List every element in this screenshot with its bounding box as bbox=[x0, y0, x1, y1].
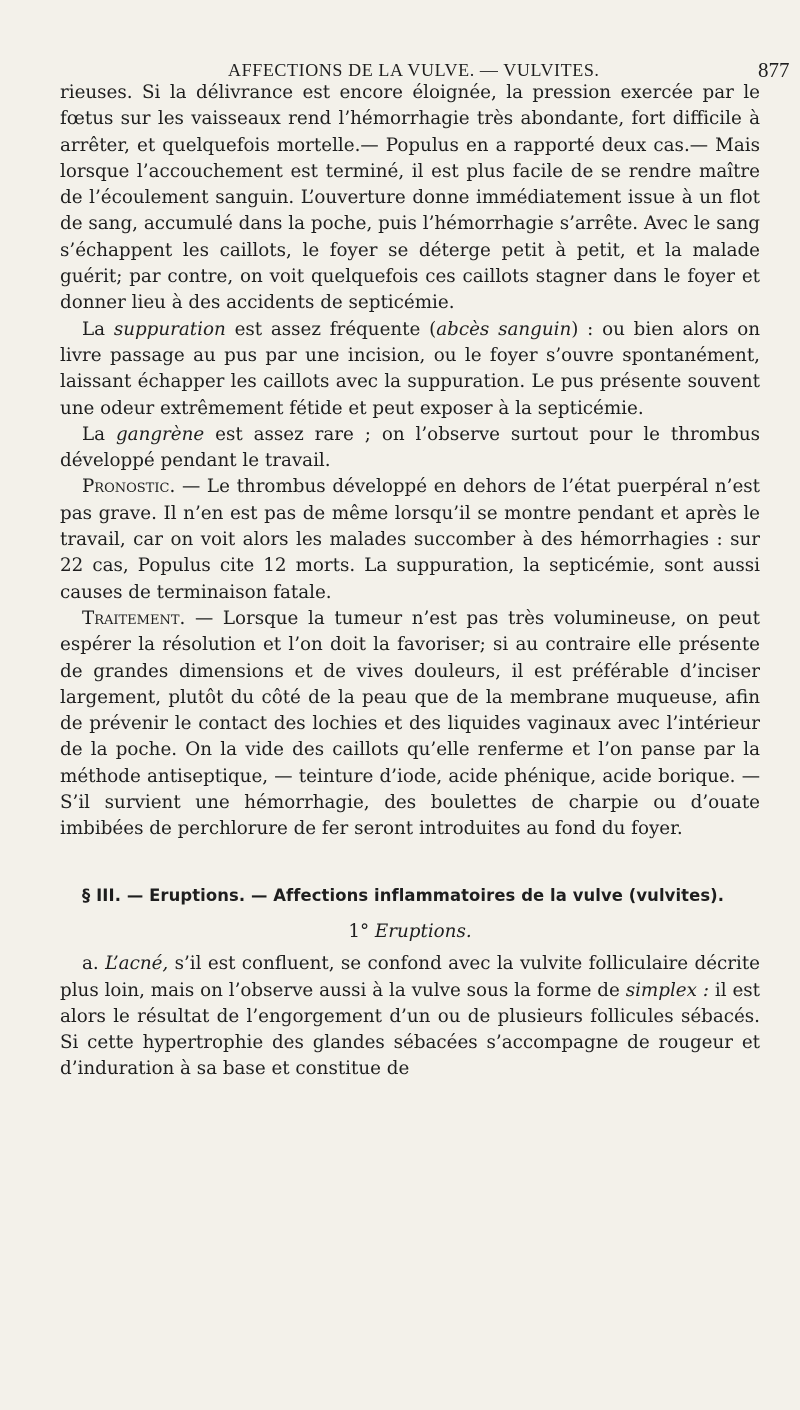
page-number: 877 bbox=[758, 58, 790, 82]
page-body bbox=[60, 80, 760, 1083]
text: ) : ou bien alors on livre passage au pus par une incision, ou le foyer s’ouvre spontanément, laissant échapper les caillots avec la suppuration. Le pus présente souvent une odeur extrêmement fétide et peut exposer à la septicémie. bbox=[60, 318, 760, 419]
text: — Lorsque la tumeur n’est pas très volumineuse, on peut espérer la résolution et l’on doit la favoriser; si au contraire elle présente de grandes dimensions et de vives douleurs, il est préférable d’inciser largement, plutôt du côté de la peau que de la membrane muqueuse, afin de prévenir le contact des lochies et des liquides vaginaux avec l’intérieur de la poche. On la vide des caillots qu’elle renferme et l’on panse par la méthode antiseptique, — teinture d’iode, acide phénique, acide borique. — S’il survient une hémorrhagie, des boulettes de charpie ou d’ouate imbibées de perchlorure de fer seront introduites au fond du foyer. bbox=[60, 607, 761, 840]
paragraph-traitement bbox=[60, 606, 760, 843]
subheading-eruptions bbox=[60, 919, 760, 945]
running-head: AFFECTIONS DE LA VULVE. — VULVITES. bbox=[228, 60, 600, 80]
text: il est alors le résultat de l’engorgement d’un ou de plusieurs follicules sébacés. Si cette hypertrophie des glandes sébacées s’accompagne de rougeur et d’induration à sa base et constitue de bbox=[60, 979, 760, 1080]
section-heading: § III. — Eruptions. — Affections inflammatoires de la vulve (vulvites). bbox=[82, 885, 725, 905]
term-simplex: simplex : bbox=[625, 979, 709, 1001]
text: — Le thrombus développé en dehors de l’état puerpéral n’est pas grave. Il n’en est pas de même lorsqu’il se montre pendant et après le travail, car on voit alors les malades succomber à des hémorrhagies : sur 22 cas, Populus cite 12 morts. La suppuration, la septicémie, sont aussi causes de terminaison fatale. bbox=[60, 476, 761, 603]
text: est assez fréquente ( bbox=[234, 318, 437, 340]
text: est assez rare ; on l’observe surtout pour le thrombus développé pendant le travail. bbox=[60, 423, 760, 472]
paragraph-hemorrhage: rieuses. Si la délivrance est encore éloignée, la pression exercée par le fœtus sur les vaisseaux rend l’hémorrhagie très abondante, fort difficile à arrêter, et quelquefois mortelle.— Populus en a rapporté deux cas.— Mais lorsque l’accouchement est terminé, il est plus facile de se rendre maître de l’écoulement sanguin. L’ouverture donne immédiatement issue à un flot de sang, accumulé dans la poche, puis l’hémorrhagie s’arrête. Avec le sang s’échappent les caillots, le foyer se déterge petit à petit, et la malade guérit; par contre, on voit quelquefois ces caillots stagner dans le foyer et donner lieu à des accidents de septicémie. bbox=[60, 82, 760, 314]
term-suppuration: suppuration bbox=[113, 318, 226, 340]
term-gangrene: gangrène bbox=[115, 423, 205, 445]
text: s’il est confluent, se confond avec la vulvite folliculaire décrite plus loin, mais on l’observe aussi à la vulve sous la forme de bbox=[60, 953, 761, 1001]
label-pronostic: Pronostic. bbox=[82, 476, 176, 498]
text: La bbox=[82, 318, 106, 340]
paragraph-acne bbox=[60, 951, 760, 1082]
term-abces-sanguin: abcès sanguin bbox=[436, 318, 572, 340]
paragraph-gangrene bbox=[60, 422, 760, 475]
text: a. bbox=[82, 953, 99, 975]
text: La bbox=[82, 423, 106, 445]
paragraph-suppuration bbox=[60, 317, 760, 422]
subheading-title: Eruptions. bbox=[374, 920, 472, 942]
term-acne: L’acné, bbox=[105, 953, 169, 975]
subheading-number: 1° bbox=[348, 920, 370, 942]
paragraph-pronostic bbox=[60, 474, 760, 605]
label-traitement: Traitement. bbox=[82, 607, 186, 629]
